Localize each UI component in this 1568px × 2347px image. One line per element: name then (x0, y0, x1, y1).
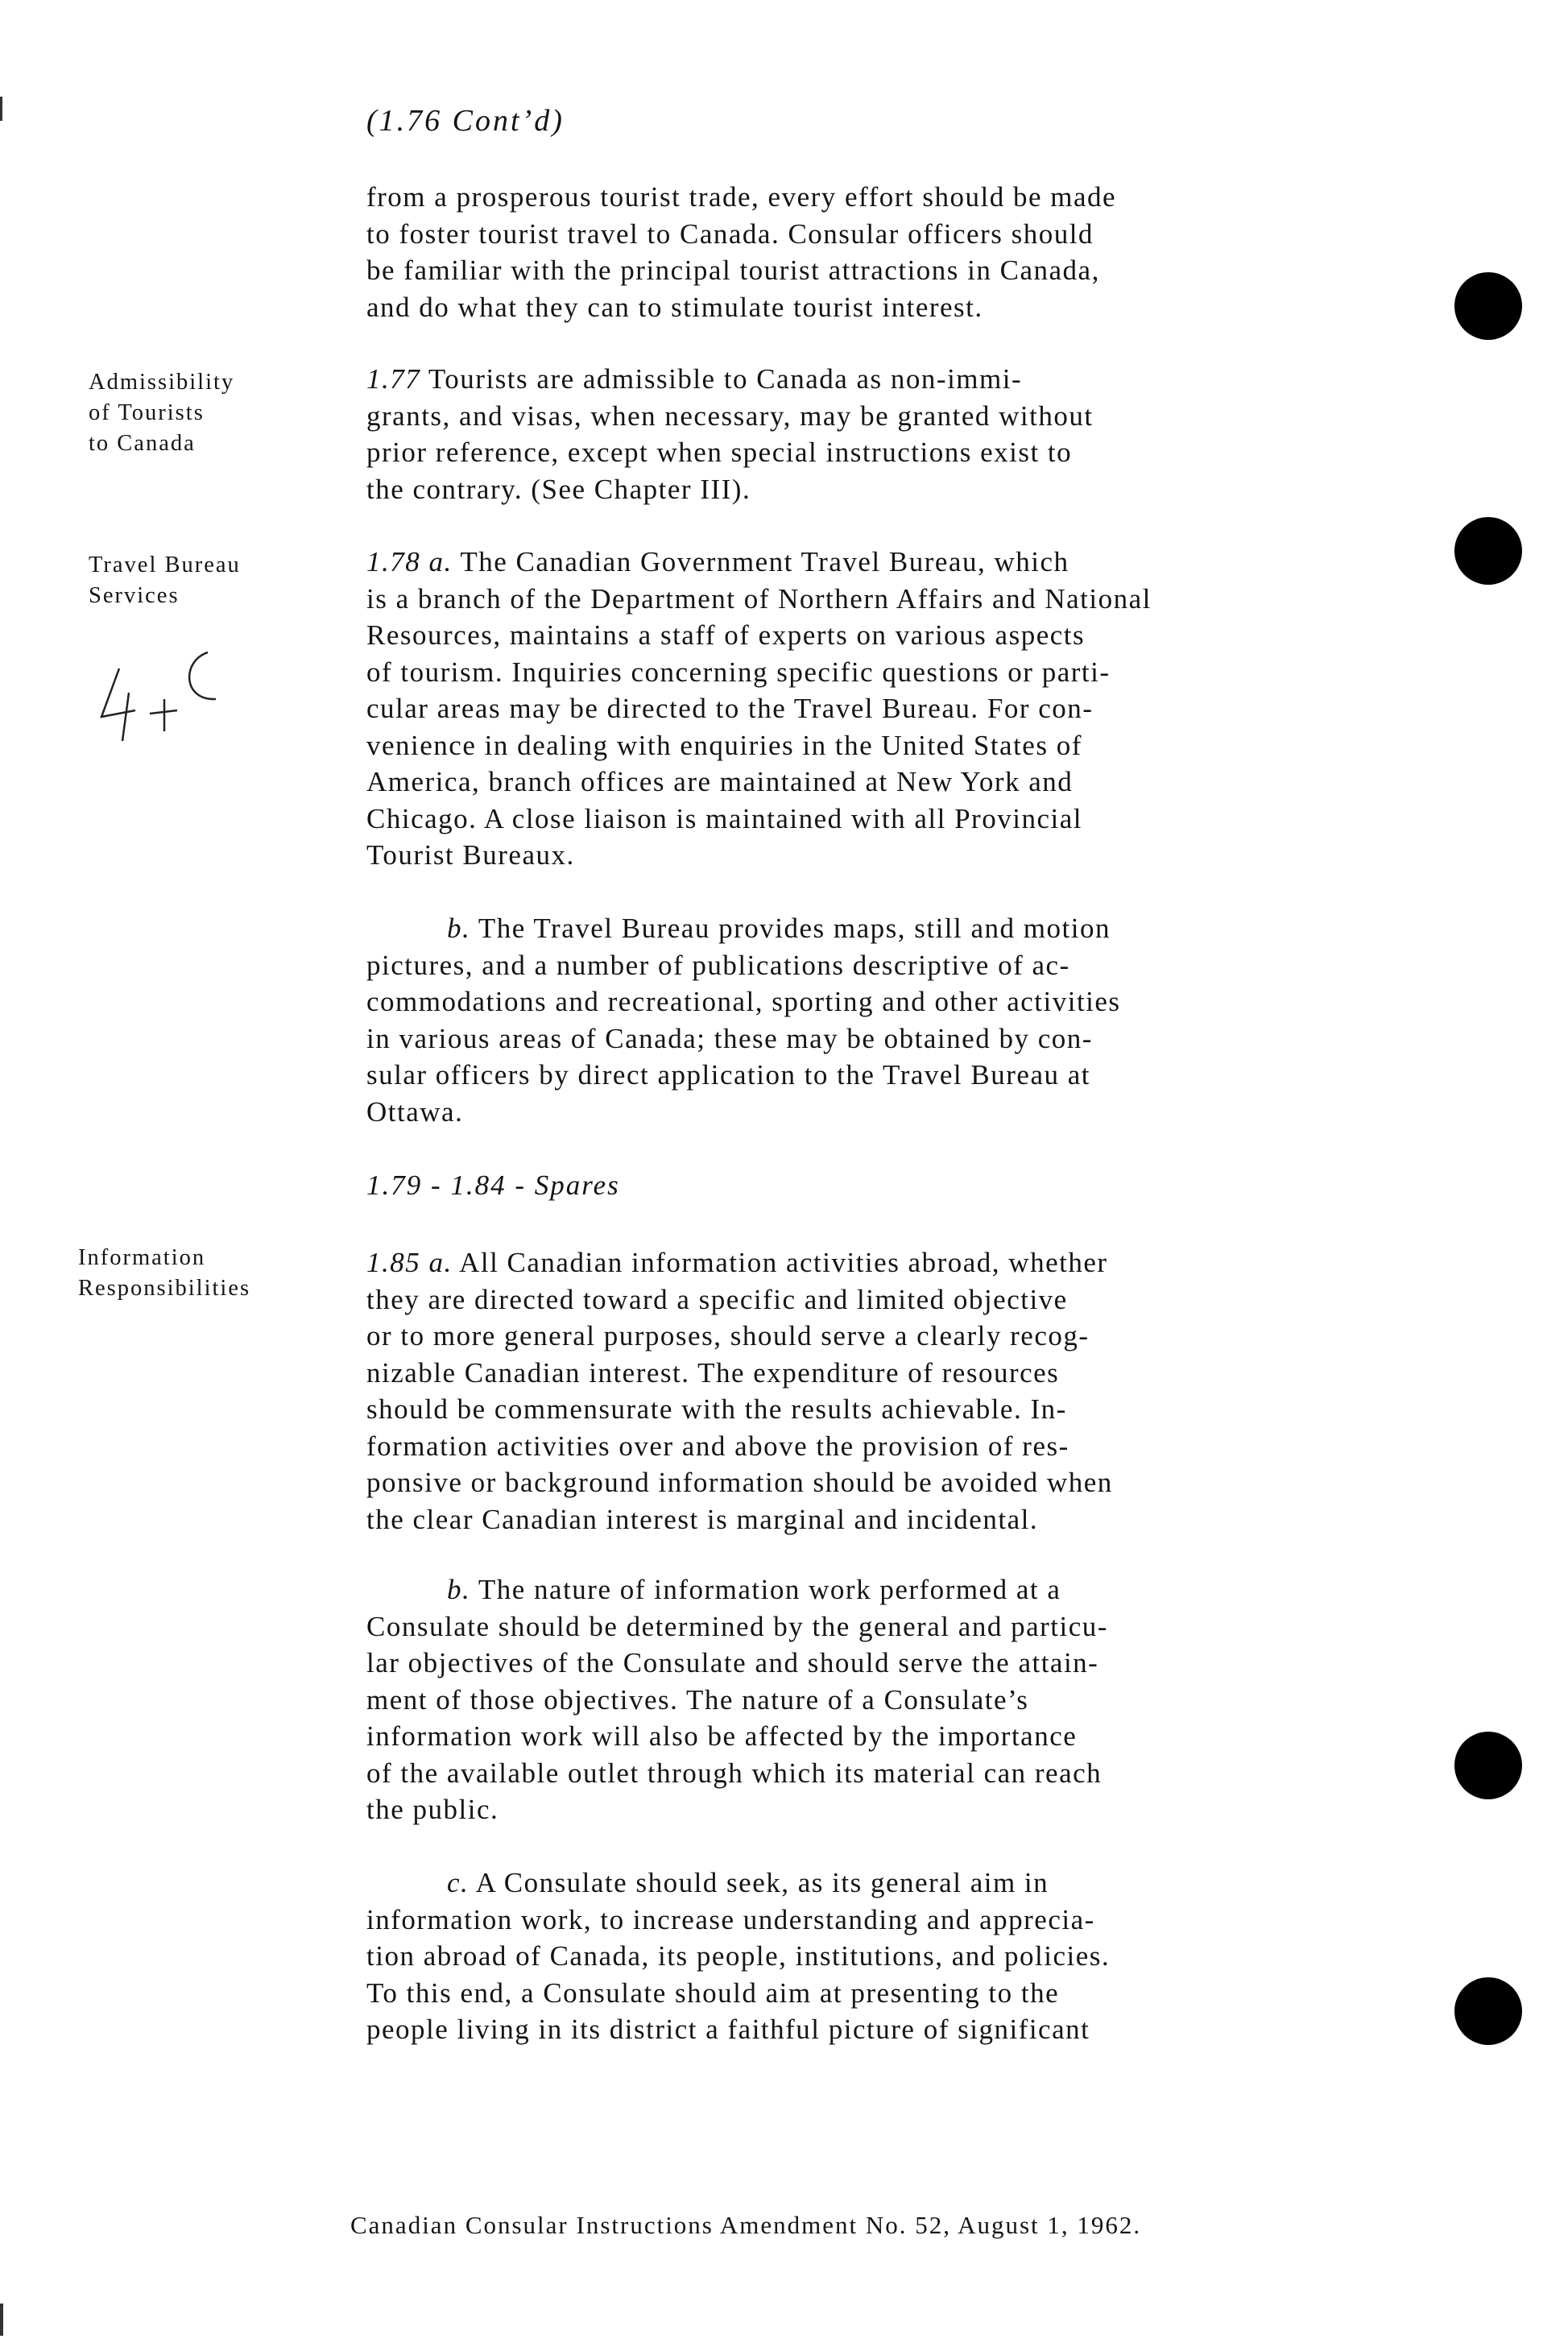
paragraph-number: c. (447, 1867, 470, 1898)
paragraph-1-77 (366, 361, 1259, 507)
spares-label: - Spares (515, 1169, 620, 1201)
paragraph-number: 1.78 a. (366, 546, 453, 577)
paragraph-number: b. (447, 913, 471, 944)
paragraph-number: 1.77 (366, 363, 421, 395)
handwritten-annotation-drawing (87, 636, 248, 749)
punch-hole-3 (1454, 1732, 1522, 1799)
punch-hole-1 (1454, 272, 1522, 340)
margin-note-information: Information Responsibilities (78, 1245, 251, 1301)
footer-citation: Canadian Consular Instructions Amendment No. 52, August 1, 1962. (350, 2211, 1142, 2239)
paragraph-1-85b (366, 1571, 1259, 1828)
paragraph-number: 1.85 a. (366, 1247, 453, 1278)
spares-number: 1.79 - 1.84 (366, 1169, 507, 1201)
paragraph-text: The Canadian Government Travel Bureau, which is a branch of the Department of Northern Affairs and National Resources, maintains a staff of experts on various aspects of tourism. Inquiries concerning specific questions or parti- cular areas may be directed to the Travel Bureau. For con- venience in dealing with enquiries in the United States of America, branch offices are maintained at New York and Chicago. A close liaison is maintained with all Provincial Tourist Bureaux. (366, 546, 1152, 871)
paragraph-text: All Canadian information activities abroad, whether they are directed toward a specific and limited objective or to more general purposes, should serve a clearly recog- nizable Canadian interest. The expenditure of resources should be commensurate with the results achievable. In- formation activities over and above the provision of res- ponsive or background information should be avoided when the clear Canadian interest is marginal and incidental. (366, 1247, 1113, 1535)
paragraph-text: A Consulate should seek, as its general aim in information work, to increase understanding and apprecia- tion abroad of Canada, its people, institutions, and policies. To this end, a Consulate should aim at presenting to the people living in its district a faithful picture of significant (366, 1867, 1111, 2045)
paragraph-text: Tourists are admissible to Canada as non-immi- grants, and visas, when necessary, may be granted without prior reference, except when special instructions exist to the contrary. (See Chapter III). (366, 363, 1094, 505)
paragraph-text: The nature of information work performed at a Consulate should be determined by the general and particu- lar objectives of the Consulate and should serve the attain- ment of those objectives. The nature of a Consulate’s information work will also be affected by the importance of the available outlet through which its material can reach the public. (366, 1574, 1108, 1825)
scan-edge-mark (0, 2304, 3, 2336)
paragraph-1-78a (366, 544, 1259, 874)
margin-note-admissibility: Admissibility of Tourists to Canada (89, 370, 235, 456)
paragraph-1-76-cont (366, 179, 1259, 325)
paragraph-1-85a (366, 1244, 1259, 1538)
punch-hole-2 (1454, 517, 1522, 585)
paragraph-number: b. (447, 1574, 471, 1605)
spares-line (366, 1169, 620, 1202)
handwritten-annotation (87, 636, 248, 749)
margin-note-travel-bureau: Travel Bureau Services (89, 553, 241, 608)
paragraph-1-85c (366, 1865, 1259, 2048)
paragraph-text: from a prosperous tourist trade, every effort should be made to foster tourist travel to Canada. Consular officers should be familiar with the principal tourist attractions in Canada, and do what they can to stimulate tourist interest. (366, 181, 1117, 323)
paragraph-1-78b (366, 910, 1259, 1130)
continuation-header: (1.76 Cont’d) (366, 104, 565, 138)
scan-edge-mark (0, 97, 2, 121)
punch-hole-4 (1454, 1977, 1522, 2045)
paragraph-text: The Travel Bureau provides maps, still and motion pictures, and a number of publications descriptive of ac- commodations and recreational, sporting and other activities in various areas of Canada; these may be obtained by con- sular officers by direct application to the Travel Bureau at Ottawa. (366, 913, 1121, 1128)
